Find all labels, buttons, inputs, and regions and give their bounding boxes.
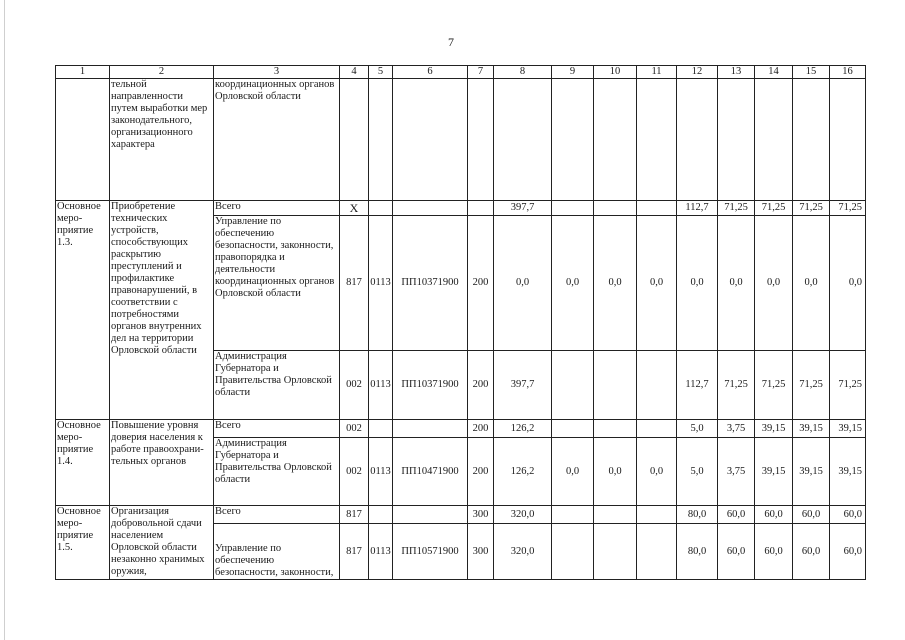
exec-cell: Управление по обеспечению безопасности, законности,: [214, 524, 340, 580]
value-cell: 39,15: [793, 438, 830, 506]
value-cell: 39,15: [793, 420, 830, 438]
value-cell: [552, 524, 594, 580]
value-cell: 39,15: [830, 420, 866, 438]
value-cell: 60,0: [755, 524, 793, 580]
value-cell: [594, 420, 637, 438]
value-cell: 817: [340, 216, 369, 351]
value-cell: 002: [340, 351, 369, 420]
value-cell: [552, 420, 594, 438]
name-cell: Приобретение технических устройств, способствующих раскрытию преступлений и профилактике правонарушений, в соответствии с потребностями органов внутренних дел на территории Орловской области: [110, 201, 214, 420]
value-cell: 200: [468, 216, 494, 351]
value-cell: ПП10571900: [393, 524, 468, 580]
value-cell: [552, 506, 594, 524]
exec-cell: Администрация Губернатора и Правительства Орловской области: [214, 351, 340, 420]
value-cell: 126,2: [494, 420, 552, 438]
exec-cell: Всего: [214, 506, 340, 524]
table-row: [56, 79, 866, 201]
label-cell: Основное меро-приятие 1.4.: [56, 420, 110, 506]
page-edge-line: [4, 0, 5, 640]
header-cell: 1: [56, 66, 110, 79]
value-cell: 0,0: [594, 216, 637, 351]
name-cell: Организация добровольной сдачи населением Орловской области незаконно хранимых оружия,: [110, 506, 214, 580]
value-cell: 60,0: [830, 506, 866, 524]
value-cell: 71,25: [793, 201, 830, 216]
header-cell: 9: [552, 66, 594, 79]
value-cell: [594, 524, 637, 580]
exec-cell: Всего: [214, 420, 340, 438]
value-cell: [637, 351, 677, 420]
header-cell: 12: [677, 66, 718, 79]
name-cell: Повышение уровня доверия населения к работе правоохрани-тельных органов: [110, 420, 214, 506]
header-cell: 13: [718, 66, 755, 79]
value-cell: 71,25: [830, 201, 866, 216]
label-cell: [56, 79, 110, 201]
header-cell: 2: [110, 66, 214, 79]
table-row: [56, 420, 866, 438]
header-cell: 4: [340, 66, 369, 79]
value-cell: [552, 201, 594, 216]
value-cell: 0,0: [637, 216, 677, 351]
value-cell: 0,0: [677, 216, 718, 351]
value-cell: 5,0: [677, 438, 718, 506]
label-cell: Основное меро-приятие 1.5.: [56, 506, 110, 580]
value-cell: 60,0: [718, 524, 755, 580]
header-cell: 6: [393, 66, 468, 79]
value-cell: 0,0: [552, 216, 594, 351]
budget-table: [55, 65, 866, 580]
value-cell: 0113: [369, 524, 393, 580]
value-cell: 0113: [369, 351, 393, 420]
label-cell: Основное меро-приятие 1.3.: [56, 201, 110, 420]
header-cell: 14: [755, 66, 793, 79]
value-cell: 80,0: [677, 506, 718, 524]
value-cell: 39,15: [830, 438, 866, 506]
value-cell: 817: [340, 506, 369, 524]
value-cell: 126,2: [494, 438, 552, 506]
header-cell: 16: [830, 66, 866, 79]
header-cell: 7: [468, 66, 494, 79]
value-cell: 71,25: [718, 351, 755, 420]
value-cell: X: [340, 201, 369, 216]
header-row: [56, 66, 866, 79]
header-cell: 5: [369, 66, 393, 79]
value-cell: 112,7: [677, 201, 718, 216]
value-cell: 71,25: [755, 351, 793, 420]
header-cell: 11: [637, 66, 677, 79]
value-cell: 0,0: [793, 216, 830, 351]
value-cell: 320,0: [494, 524, 552, 580]
value-cell: 39,15: [755, 420, 793, 438]
value-cell: 0,0: [637, 438, 677, 506]
value-cell: 397,7: [494, 201, 552, 216]
value-cell: 0,0: [830, 216, 866, 351]
value-cell: 397,7: [494, 351, 552, 420]
header-cell: 10: [594, 66, 637, 79]
value-cell: 71,25: [718, 201, 755, 216]
value-cell: 71,25: [755, 201, 793, 216]
value-cell: 60,0: [830, 524, 866, 580]
value-cell: 0,0: [718, 216, 755, 351]
value-cell: 60,0: [718, 506, 755, 524]
value-cell: 200: [468, 420, 494, 438]
value-cell: [594, 201, 637, 216]
value-cell: ПП10371900: [393, 351, 468, 420]
value-cell: 5,0: [677, 420, 718, 438]
value-cell: [393, 201, 468, 216]
page-number: 7: [448, 35, 454, 49]
value-cell: 60,0: [793, 506, 830, 524]
value-cell: 71,25: [793, 351, 830, 420]
value-cell: 817: [340, 524, 369, 580]
value-cell: ПП10371900: [393, 216, 468, 351]
value-cell: 300: [468, 524, 494, 580]
exec-cell: координационных органов Орловской области: [214, 79, 340, 201]
value-cell: [637, 201, 677, 216]
value-cell: ПП10471900: [393, 438, 468, 506]
value-cell: [552, 351, 594, 420]
value-cell: 0,0: [594, 438, 637, 506]
value-cell: 0113: [369, 216, 393, 351]
value-cell: 80,0: [677, 524, 718, 580]
value-cell: 0,0: [494, 216, 552, 351]
value-cell: [393, 506, 468, 524]
table-row: [56, 201, 866, 216]
value-cell: [637, 524, 677, 580]
value-cell: 3,75: [718, 420, 755, 438]
exec-cell: Администрация Губернатора и Правительства Орловской области: [214, 438, 340, 506]
value-cell: 39,15: [755, 438, 793, 506]
value-cell: 0,0: [552, 438, 594, 506]
value-cell: 112,7: [677, 351, 718, 420]
value-cell: 71,25: [830, 351, 866, 420]
exec-cell: Всего: [214, 201, 340, 216]
value-cell: 002: [340, 420, 369, 438]
value-cell: [637, 506, 677, 524]
header-cell: 8: [494, 66, 552, 79]
value-cell: [393, 420, 468, 438]
value-cell: 3,75: [718, 438, 755, 506]
value-cell: [369, 420, 393, 438]
value-cell: 002: [340, 438, 369, 506]
value-cell: [369, 506, 393, 524]
table-row: [56, 506, 866, 524]
value-cell: 200: [468, 438, 494, 506]
value-cell: 200: [468, 351, 494, 420]
value-cell: 60,0: [755, 506, 793, 524]
value-cell: 0,0: [755, 216, 793, 351]
value-cell: [594, 506, 637, 524]
exec-cell: Управление по обеспечению безопасности, законности, правопорядка и деятельности координационных органов Орловской области: [214, 216, 340, 351]
value-cell: 60,0: [793, 524, 830, 580]
value-cell: [369, 201, 393, 216]
name-cell: тельной направленности путем выработки мер законодательного, организационного характера: [110, 79, 214, 201]
header-cell: 15: [793, 66, 830, 79]
value-cell: 0113: [369, 438, 393, 506]
header-cell: 3: [214, 66, 340, 79]
value-cell: [594, 351, 637, 420]
value-cell: 320,0: [494, 506, 552, 524]
value-cell: [468, 201, 494, 216]
value-cell: 300: [468, 506, 494, 524]
value-cell: [637, 420, 677, 438]
